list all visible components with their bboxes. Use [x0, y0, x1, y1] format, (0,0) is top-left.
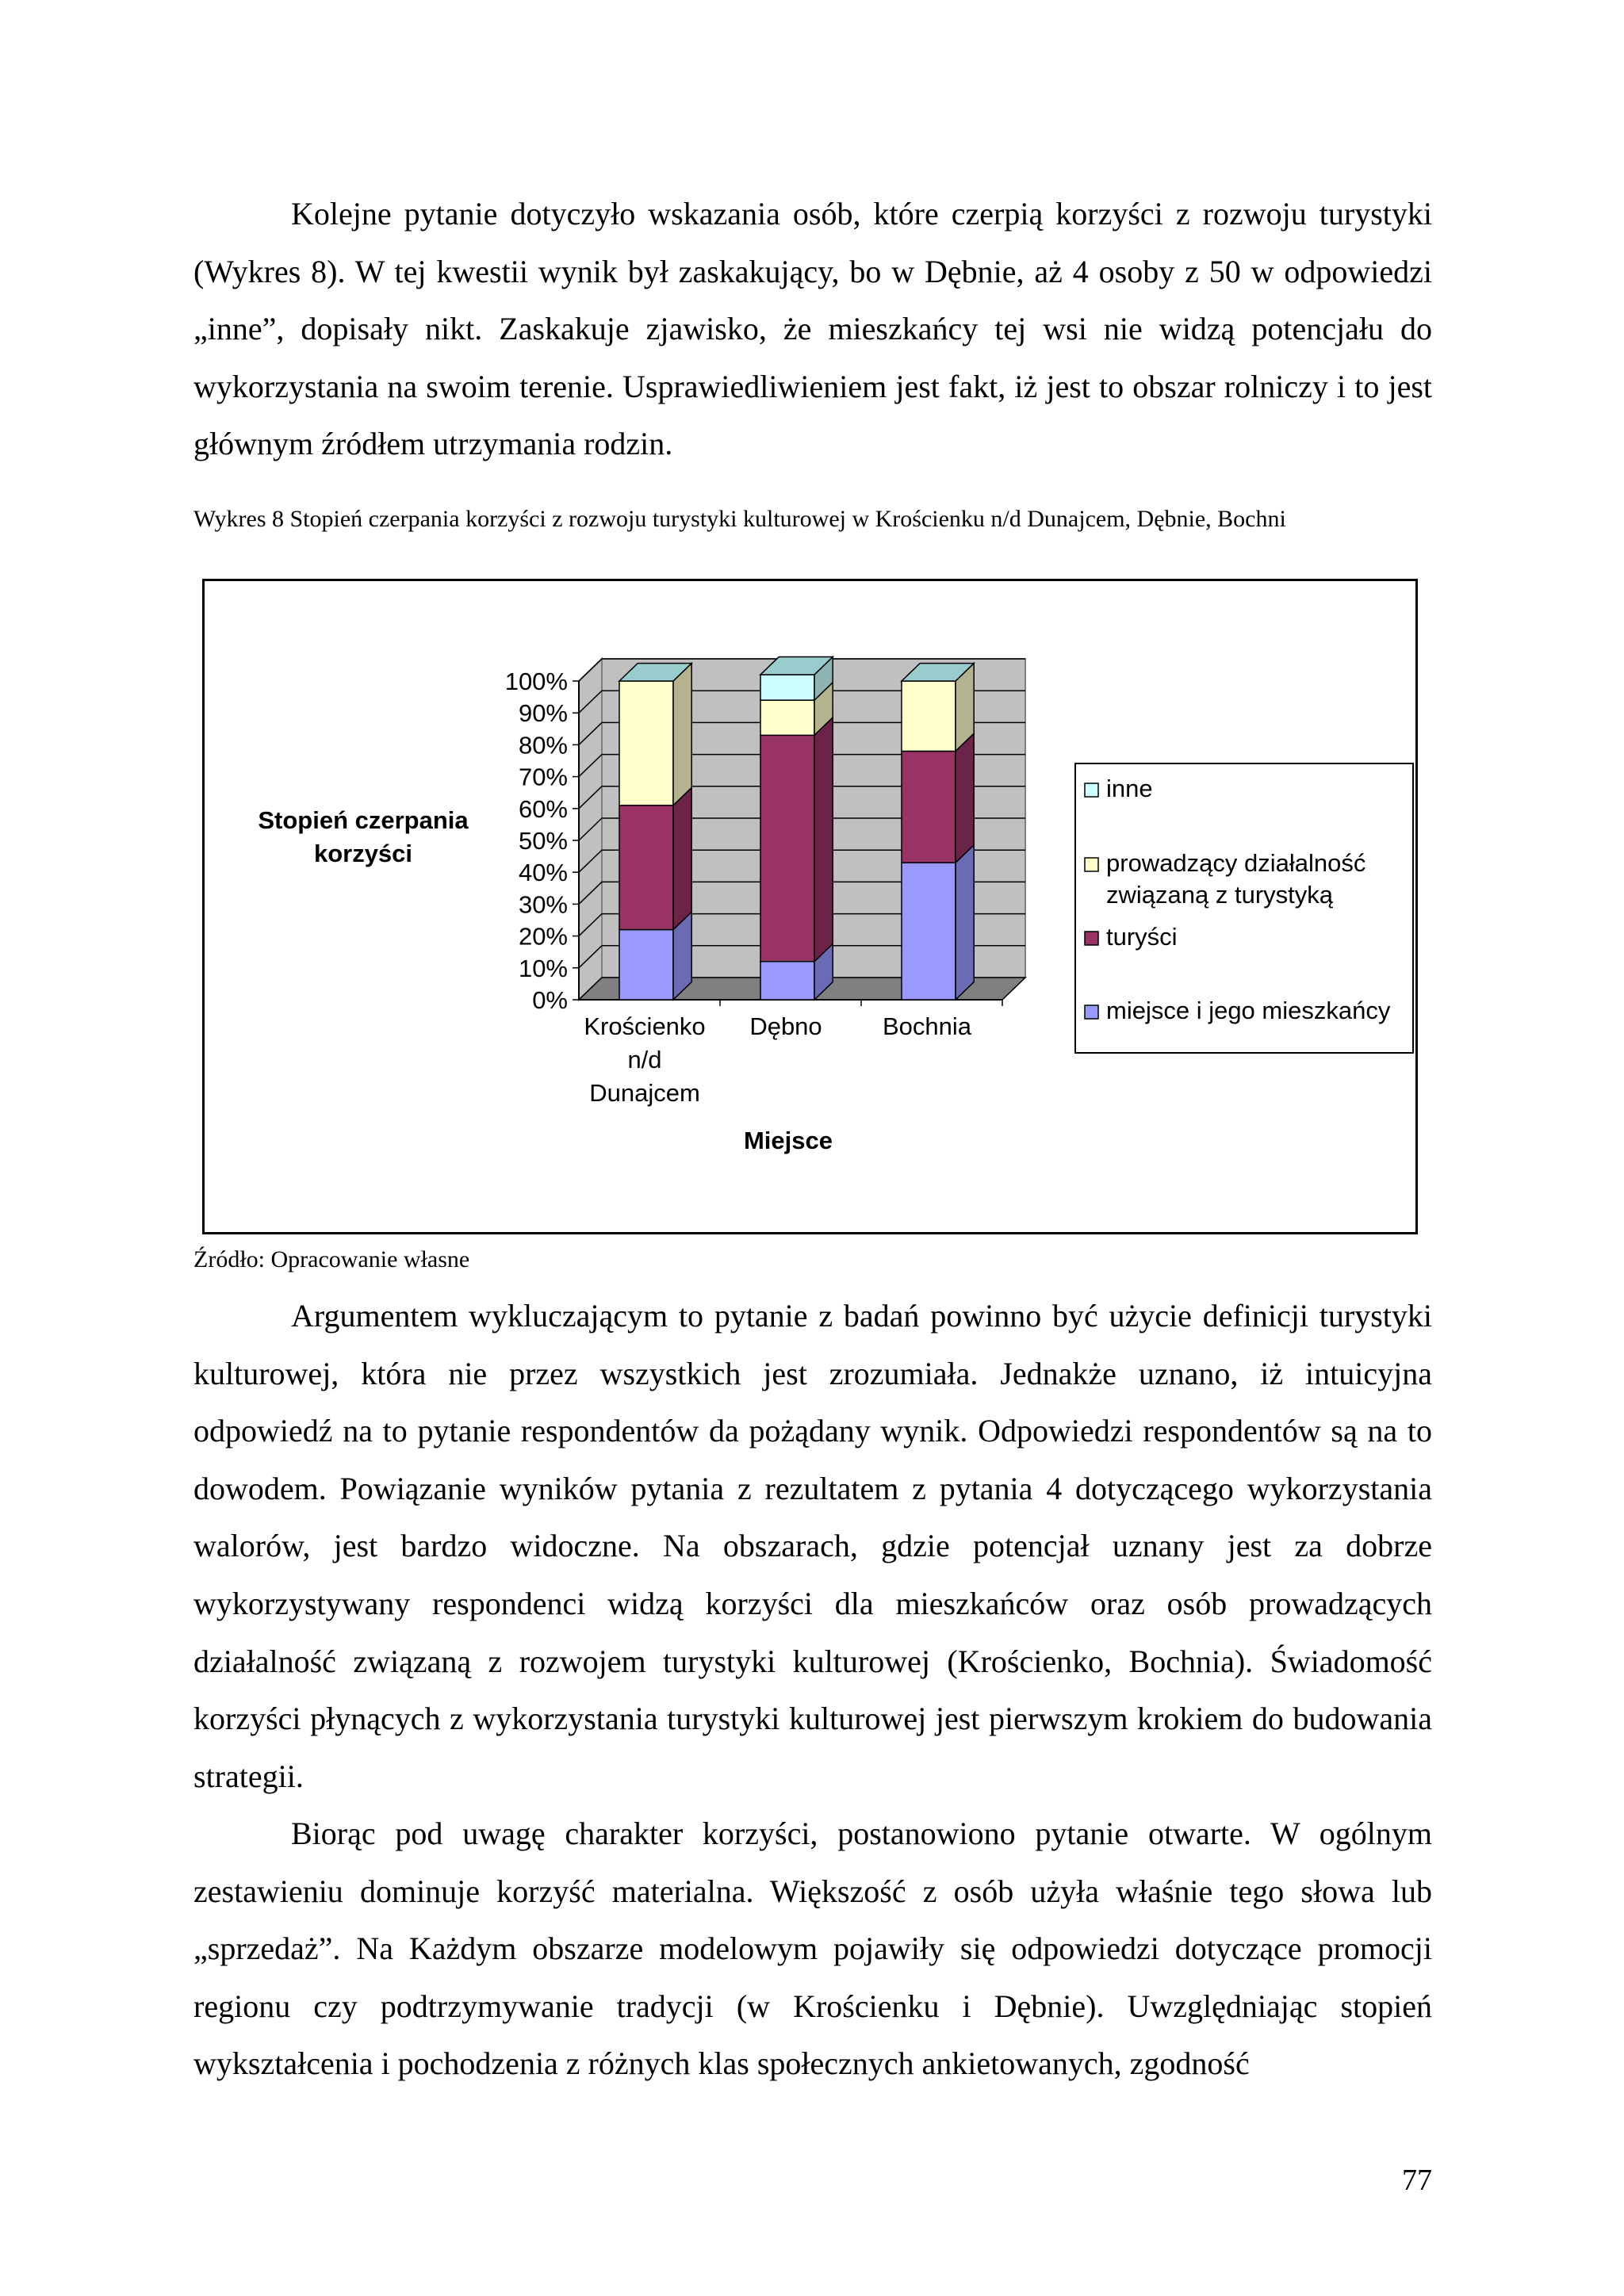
- y-tick-label: 60%: [518, 794, 568, 823]
- legend-swatch: [1085, 858, 1098, 871]
- bar-segment: [619, 806, 673, 930]
- page-number: 77: [1402, 2164, 1432, 2197]
- bar-segment-side: [814, 718, 833, 962]
- x-tick-label: n/d: [627, 1046, 662, 1073]
- y-axis-label: korzyści: [313, 840, 413, 867]
- legend-label: inne: [1106, 775, 1153, 802]
- bar-segment-side: [956, 733, 974, 863]
- x-axis-label: Miejsce: [743, 1127, 833, 1154]
- bar-segment: [902, 751, 956, 863]
- stacked-bar-chart: [205, 581, 1415, 1232]
- bar-segment: [760, 700, 814, 735]
- bar-segment: [760, 675, 814, 700]
- x-tick-label: Bochnia: [882, 1012, 972, 1040]
- paragraph-1: Kolejne pytanie dotyczyło wskazania osób, które czerpią korzyści z rozwoju turystyki (Wykres 8). W tej kwestii wynik był zaskakujący, bo w Dębnie, aż 4 osoby z 50 w odpowiedzi „inne”, dopisały nikt. Zaskakuje zjawisko, że mieszkańcy tej wsi nie widzą potencjału do wykorzystania na swoim terenie. Usprawiedliwieniem jest fakt, iż jest to obszar rolniczy i to jest głównym źródłem utrzymania rodzin.: [193, 196, 1432, 462]
- chart-frame: [202, 579, 1418, 1234]
- y-tick-label: 80%: [518, 731, 568, 760]
- y-tick-label: 20%: [518, 922, 568, 951]
- bar-segment: [619, 930, 673, 1000]
- legend-label: prowadzący działalność: [1106, 849, 1366, 877]
- y-tick-label: 50%: [518, 827, 568, 855]
- legend-label: turyści: [1106, 923, 1178, 951]
- y-tick-label: 70%: [518, 763, 568, 791]
- y-axis-label: Stopień czerpania: [258, 806, 469, 834]
- legend-label: związaną z turystyką: [1106, 881, 1333, 909]
- y-tick-label: 0%: [532, 986, 568, 1014]
- bar-segment-side: [673, 787, 691, 929]
- bar-segment: [760, 962, 814, 1000]
- x-tick-label: Dunajcem: [589, 1079, 700, 1107]
- bar-segment: [760, 735, 814, 961]
- y-tick-label: 100%: [504, 668, 568, 695]
- figure-source: Źródło: Opracowanie własne: [193, 1246, 470, 1272]
- legend-swatch: [1085, 783, 1098, 797]
- legend-label: miejsce i jego mieszkańcy: [1106, 997, 1391, 1024]
- paragraph-3: Biorąc pod uwagę charakter korzyści, postanowiono pytanie otwarte. W ogólnym zestawieniu dominuje korzyść materialna. Większość z osób użyła właśnie tego słowa lub „sprzedaż”. Na Każdym obszarze modelowym pojawiły się odpowiedzi dotyczące promocji regionu czy podtrzymywanie tradycji (w Krościenku i Dębnie). Uwzględniając stopień wykształcenia i pochodzenia z różnych klas społecznych ankietowanych, zgodność: [193, 1816, 1432, 2082]
- paragraph-2: Argumentem wykluczającym to pytanie z badań powinno być użycie definicji turystyki kulturowej, która nie przez wszystkich jest zrozumiała. Jednakże uznano, iż intuicyjna odpowiedź na to pytanie respondentów da pożądany wynik. Odpowiedzi respondentów są na to dowodem. Powiązanie wyników pytania z rezultatem z pytania 4 dotyczącego wykorzystania walorów, jest bardzo widoczne. Na obszarach, gdzie potencjał uznany jest za dobrze wykorzystywany respondenci widzą korzyści dla mieszkańców oraz osób prowadzących działalność związaną z rozwojem turystyki kulturowej (Krościenko, Bochnia). Świadomość korzyści płynących z wykorzystania turystyki kulturowej jest pierwszym krokiem do budowania strategii.: [193, 1298, 1432, 1794]
- legend-swatch: [1085, 932, 1098, 945]
- y-tick-label: 90%: [518, 699, 568, 728]
- y-tick-label: 30%: [518, 890, 568, 919]
- figure-caption: Wykres 8 Stopień czerpania korzyści z rozwoju turystyki kulturowej w Krościenku n/d Dunajcem, Dębnie, Bochni: [193, 506, 1286, 532]
- y-tick-label: 40%: [518, 859, 568, 887]
- bar-segment: [902, 863, 956, 1000]
- bar-segment-side: [956, 845, 974, 1000]
- y-tick-label: 10%: [518, 954, 568, 982]
- x-tick-label: Krościenko: [584, 1012, 706, 1040]
- x-tick-label: Dębno: [749, 1012, 822, 1040]
- bar-segment: [619, 681, 673, 806]
- bar-segment: [902, 681, 956, 751]
- bar-segment-side: [673, 664, 691, 806]
- legend-swatch: [1085, 1005, 1098, 1019]
